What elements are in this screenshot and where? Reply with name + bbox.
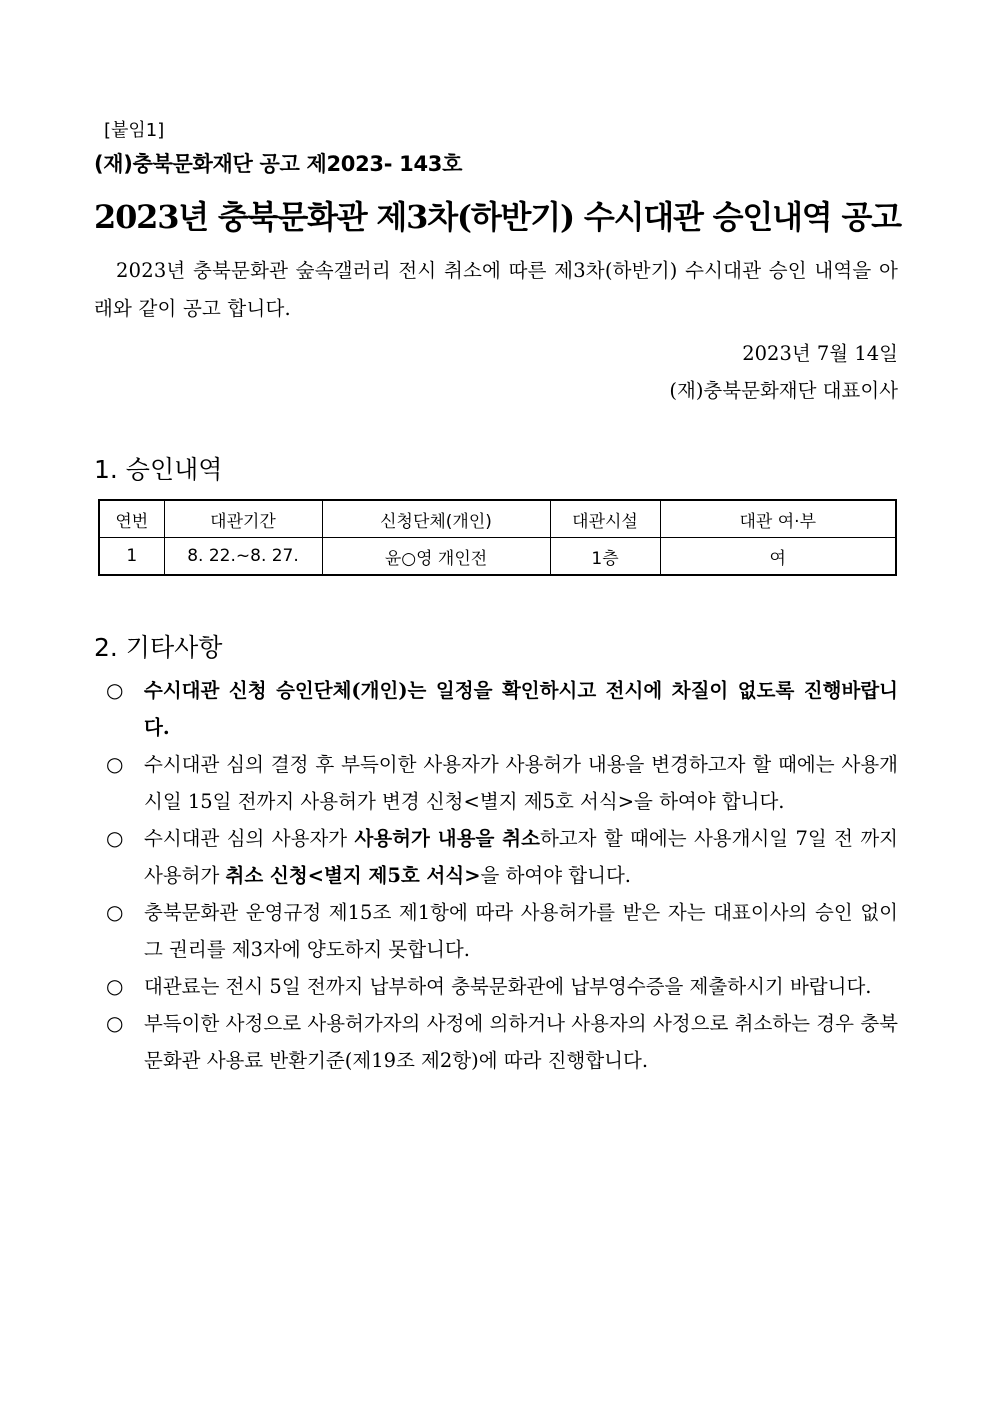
item-text: 수시대관 심의 사용자가 [144,827,355,850]
emphasized-text: 수시대관 신청 승인단체(개인)는 일정을 확인하시고 전시에 차질이 없도록 진행바랍니다. [144,679,898,739]
item-text: 수시대관 심의 결정 후 부득이한 사용자가 사용허가 내용을 변경하고자 할 때에는 사용개시일 15일 전까지 사용허가 변경 신청<별지 제5호 서식>을 하여야 합니다. [144,753,898,813]
item-text: 충북문화관 운영규정 제15조 제1항에 따라 사용허가를 받은 자는 대표이사의 승인 없이 그 권리를 제3자에 양도하지 못합니다. [144,901,898,961]
table-header-row [99,500,896,538]
item-text: 부득이한 사정으로 사용허가자의 사정에 의하거나 사용자의 사정으로 취소하는 경우 충북문화관 사용료 반환기준(제19조 제2항)에 따라 진행합니다. [144,1012,898,1072]
circle-bullet-icon [106,820,123,857]
attachment-label: [붙임1] [104,120,165,141]
approvals-table [98,499,897,576]
cell-applicant: 윤○영 개인전 [322,538,550,576]
signer: (재)충북문화재단 대표이사 [669,379,898,402]
column-header: 대관시설 [550,500,660,538]
circle-bullet-icon [106,672,123,709]
column-header: 대관기간 [164,500,322,538]
column-header: 신청단체(개인) [322,500,550,538]
circle-bullet-icon [106,968,123,1005]
intro-paragraph: 2023년 충북문화관 숲속갤러리 전시 취소에 따른 제3차(하반기) 수시대관 승인 내역을 아래와 같이 공고 합니다. [94,259,898,320]
cell-approval: 여 [660,538,896,576]
section-heading-approvals: 1. 승인내역 [94,455,223,484]
page-title: 2023년 충북문화관 제3차(하반기) 수시대관 승인내역 공고 [94,198,901,236]
circle-bullet-icon [106,894,123,931]
list-item [106,746,898,820]
cell-number: 1 [99,538,164,576]
list-item [106,672,898,746]
circle-bullet-icon [106,1005,123,1042]
item-text: 을 하여야 합니다. [480,864,631,887]
circle-bullet-icon [106,746,123,783]
section-heading-other: 2. 기타사항 [94,633,223,662]
notice-number: (재)충북문화재단 공고 제2023- 143호 [94,152,463,176]
column-header: 연번 [99,500,164,538]
cell-period: 8. 22.~8. 27. [164,538,322,576]
emphasized-text: 취소 신청<별지 제5호 서식> [225,864,481,887]
notice-items-list [106,672,898,1079]
list-item [106,820,898,894]
list-item [106,1005,898,1079]
notice-date: 2023년 7월 14일 [742,342,898,365]
column-header: 대관 여·부 [660,500,896,538]
item-text: 하고자 할 때에는 사용개시일 7일 전 까지 사용허가 [144,827,898,887]
emphasized-text: 사용허가 내용을 취소 [354,827,540,850]
list-item [106,968,898,1005]
cell-facility: 1층 [550,538,660,576]
table-row [99,538,896,576]
item-text: 대관료는 전시 5일 전까지 납부하여 충북문화관에 납부영수증을 제출하시기 바랍니다. [144,975,872,998]
list-item [106,894,898,968]
